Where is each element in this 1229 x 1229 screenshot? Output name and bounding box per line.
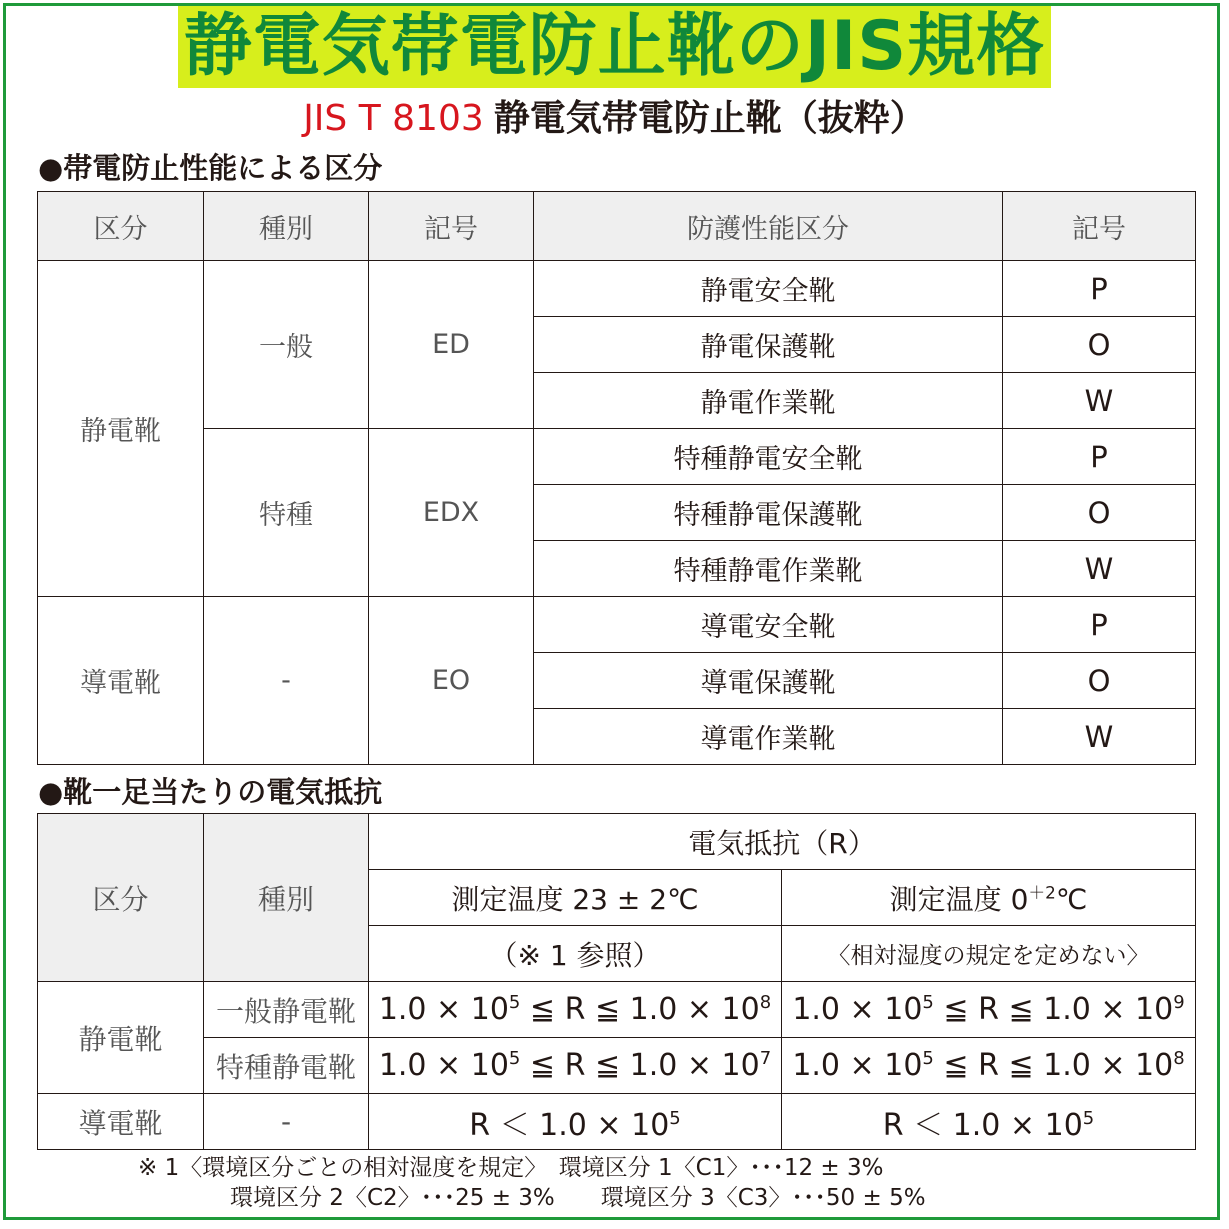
section-heading-resistance: ●靴一足当たりの電気抵抗 (38, 775, 383, 809)
symbol-cell: O (1003, 653, 1196, 709)
header-type: 種別 (204, 814, 369, 982)
performance-cell: 導電作業靴 (534, 709, 1003, 765)
type-cell: 特種静電靴 (204, 1038, 369, 1094)
header-category: 区分 (38, 814, 204, 982)
symbol-cell: P (1003, 261, 1196, 317)
table-row (38, 1094, 1196, 1150)
resistance-table (37, 813, 1196, 1150)
resistance-range-cell: $1.0 \times 10^5$ ≦ R ≦ $1.0 \times 10^7$ (369, 1038, 782, 1094)
condition-2-note: 〈相対湿度の規定を定めない〉 (782, 926, 1196, 982)
type-cell: - (204, 1094, 369, 1150)
resistance-range-cell: $1.0 \times 10^5$ ≦ R ≦ $1.0 \times 10^8$ (782, 1038, 1196, 1094)
table-row (38, 429, 1196, 485)
subtitle (0, 96, 1229, 142)
resistance-range-cell: $1.0 \times 10^5$ ≦ R ≦ $1.0 \times 10^9$ (782, 982, 1196, 1038)
performance-cell: 特種静電作業靴 (534, 541, 1003, 597)
performance-cell: 特種静電保護靴 (534, 485, 1003, 541)
symbol-cell: P (1003, 597, 1196, 653)
symbol-cell: O (1003, 485, 1196, 541)
standard-code: JIS T 8103 (303, 98, 484, 139)
title-area (0, 6, 1229, 88)
performance-cell: 静電安全靴 (534, 261, 1003, 317)
table-row (38, 982, 1196, 1038)
header-resistance: 電気抵抗（R） (369, 814, 1196, 870)
resistance-range-cell: $1.0 \times 10^5$ ≦ R ≦ $1.0 \times 10^8$ (369, 982, 782, 1038)
type-cell: 一般 (204, 261, 369, 429)
category-cell: 導電靴 (38, 1094, 204, 1150)
performance-cell: 導電安全靴 (534, 597, 1003, 653)
symbol-cell: O (1003, 317, 1196, 373)
type-cell: 特種 (204, 429, 369, 597)
condition-1-note: （※ 1 参照） (369, 926, 782, 982)
category-cell: 静電靴 (38, 982, 204, 1094)
code-cell: ED (369, 261, 534, 429)
performance-cell: 特種静電安全靴 (534, 429, 1003, 485)
symbol-cell: W (1003, 709, 1196, 765)
classification-table (37, 191, 1196, 765)
code-cell: EDX (369, 429, 534, 597)
header-symbol: 記号 (1003, 192, 1196, 261)
footnote-line-1: ※ 1〈環境区分ごとの相対湿度を規定〉 環境区分 1〈C1〉･･･12 ± 3% (138, 1155, 884, 1181)
symbol-cell: W (1003, 541, 1196, 597)
performance-cell: 導電保護靴 (534, 653, 1003, 709)
performance-cell: 静電作業靴 (534, 373, 1003, 429)
resistance-range-cell: $R < 1.0 \times 10^5$ (369, 1094, 782, 1150)
code-cell: EO (369, 597, 534, 765)
condition-2-label: 測定温度 $0^{+2}℃$ (782, 870, 1196, 926)
type-cell: 一般静電靴 (204, 982, 369, 1038)
header-performance: 防護性能区分 (534, 192, 1003, 261)
section-heading-classification: ●帯電防止性能による区分 (38, 151, 383, 185)
category-cell: 静電靴 (38, 261, 204, 597)
symbol-cell: W (1003, 373, 1196, 429)
footnote-line-2: 環境区分 2〈C2〉･･･25 ± 3% 環境区分 3〈C3〉･･･50 ± 5% (138, 1185, 926, 1211)
resistance-range-cell: $R < 1.0 \times 10^5$ (782, 1094, 1196, 1150)
condition-1-label: 測定温度 23 ± 2℃ (369, 870, 782, 926)
symbol-cell: P (1003, 429, 1196, 485)
table-header-row (38, 192, 1196, 261)
header-category: 区分 (38, 192, 204, 261)
standard-name: 静電気帯電防止靴（抜粋） (493, 98, 926, 139)
table-row (38, 1038, 1196, 1094)
type-cell: - (204, 597, 369, 765)
table-header-row (38, 814, 1196, 870)
performance-cell: 静電保護靴 (534, 317, 1003, 373)
table-row (38, 597, 1196, 653)
header-code: 記号 (369, 192, 534, 261)
category-cell: 導電靴 (38, 597, 204, 765)
table-row (38, 261, 1196, 317)
header-type: 種別 (204, 192, 369, 261)
page-title: 静電気帯電防止靴のJIS規格 (178, 6, 1052, 88)
